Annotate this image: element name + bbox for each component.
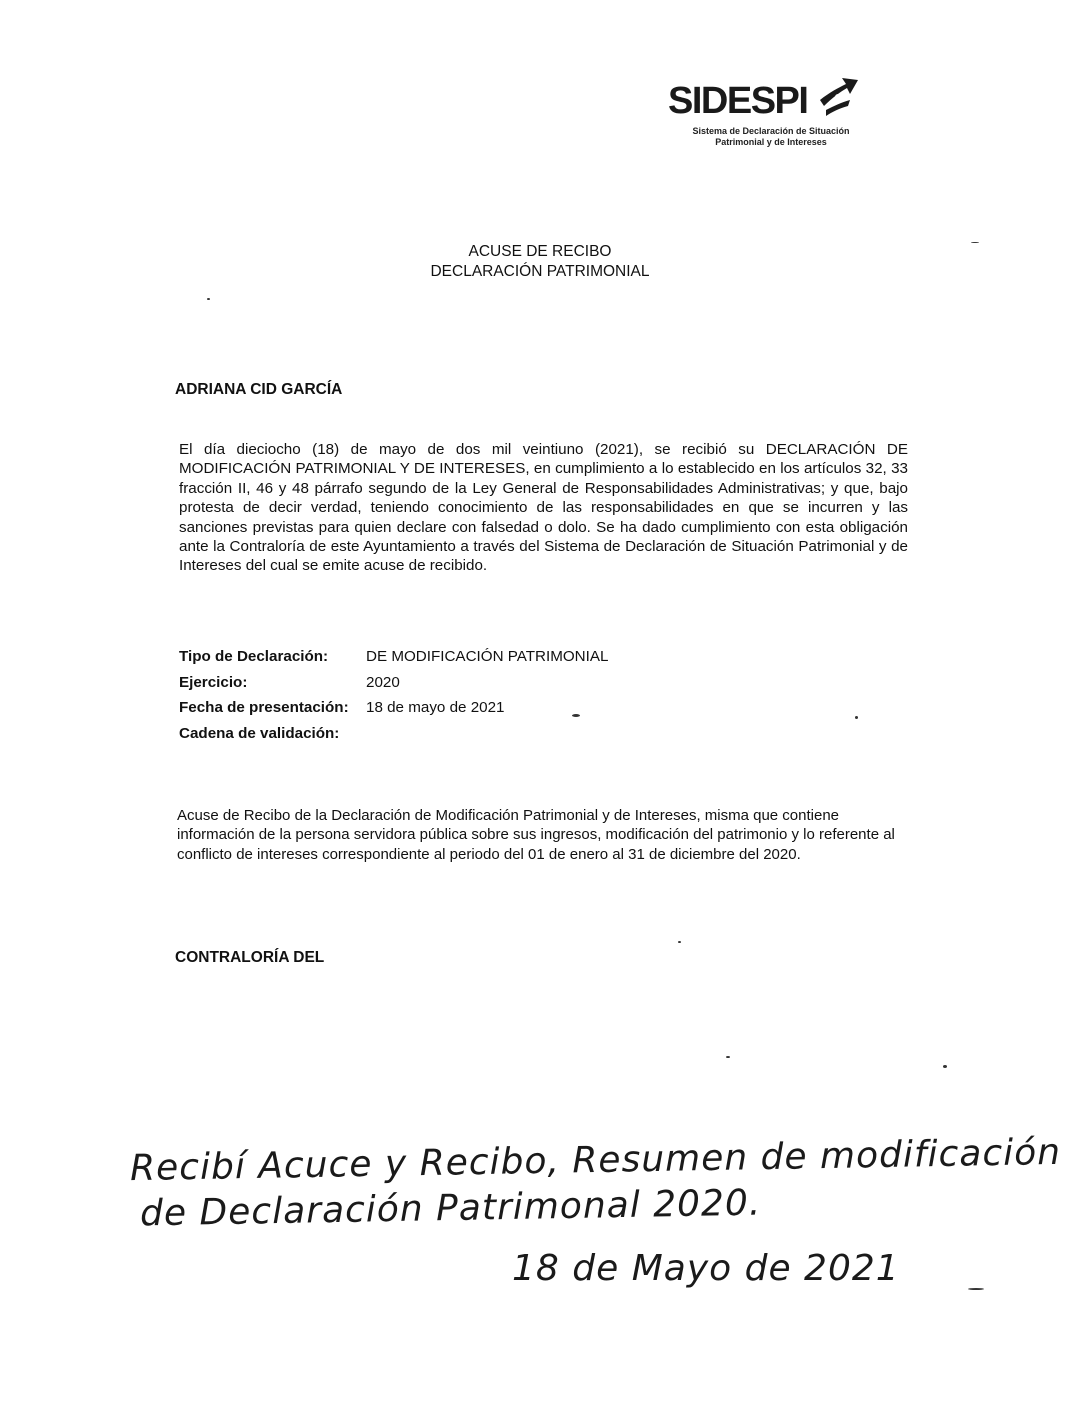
logo-subtitle bbox=[666, 126, 876, 148]
field-label: Tipo de Declaración: bbox=[179, 648, 329, 665]
field-label: Ejercicio: bbox=[179, 673, 248, 691]
scan-speck bbox=[943, 1065, 947, 1068]
field-label: Cadena de validación: bbox=[179, 724, 340, 742]
scan-speck bbox=[971, 242, 979, 243]
scan-speck bbox=[678, 941, 681, 943]
document-title bbox=[0, 242, 1088, 282]
field-label: Fecha de presentación: bbox=[179, 699, 349, 717]
scan-speck bbox=[572, 714, 580, 717]
logo-subtitle-line2: Patrimonial y de Intereses bbox=[715, 137, 827, 147]
scan-speck bbox=[207, 298, 210, 300]
logo-subtitle-line1: Sistema de Declaración de Situación bbox=[692, 126, 850, 136]
body-paragraph: El día dieciocho (18) de mayo de dos mil veintiuno (2021), se recibió su DECLARACIÓN DE MODIFICACIÓN PATRIMONIAL Y DE INTERESES, en cumplimiento a lo establecido en los artículos 32, 33 fracción II, 46 y 48 párrafo segundo de la Ley General de Responsabilidades Administrativas; y que, bajo protesta de decir verdad, teniendo conocimiento de las responsabilidades en que se incurren y las sanciones previstas para quien declare con falsedad o dolo. Se ha dado cumplimiento con esta obligación ante la Contraloría de este Ayuntamiento a través del Sistema de Declaración de Situación Patrimonial y de Intereses del cual se emite acuse de recibido. bbox=[179, 441, 908, 575]
field-value: 18 de mayo de 2021 bbox=[366, 699, 505, 717]
logo-wordmark: SIDESPI bbox=[668, 80, 808, 122]
scan-speck bbox=[726, 1056, 730, 1058]
field-value: DE MODIFICACIÓN PATRIMONIAL bbox=[366, 648, 609, 665]
sidespi-logo bbox=[664, 70, 874, 152]
scan-speck bbox=[855, 716, 858, 719]
logo-arrow-icon bbox=[816, 70, 864, 120]
title-line2: DECLARACIÓN PATRIMONIAL bbox=[430, 263, 650, 280]
handwritten-date: 18 de Mayo de 2021 bbox=[512, 1248, 900, 1289]
field-value: 2020 bbox=[366, 673, 400, 691]
footer-paragraph: Acuse de Recibo de la Declaración de Modificación Patrimonial y de Intereses, misma que contiene información de la persona servidora pública sobre sus ingresos, modificación del patrimonio y lo referente al conflicto de intereses correspondiente al periodo del 01 de enero al 31 de diciembre del 2020. bbox=[177, 807, 895, 863]
title-line1: ACUSE DE RECIBO bbox=[468, 243, 612, 260]
scan-speck bbox=[968, 1288, 984, 1290]
signature-block: CONTRALORÍA DEL bbox=[175, 949, 325, 966]
handwritten-note-line1: Recibí Acuce y Recibo, Resumen de modificación bbox=[129, 1131, 1062, 1190]
handwritten-note-line2: de Declaración Patrimonal 2020. bbox=[139, 1182, 762, 1235]
recipient-name: ADRIANA CID GARCÍA bbox=[175, 381, 343, 398]
